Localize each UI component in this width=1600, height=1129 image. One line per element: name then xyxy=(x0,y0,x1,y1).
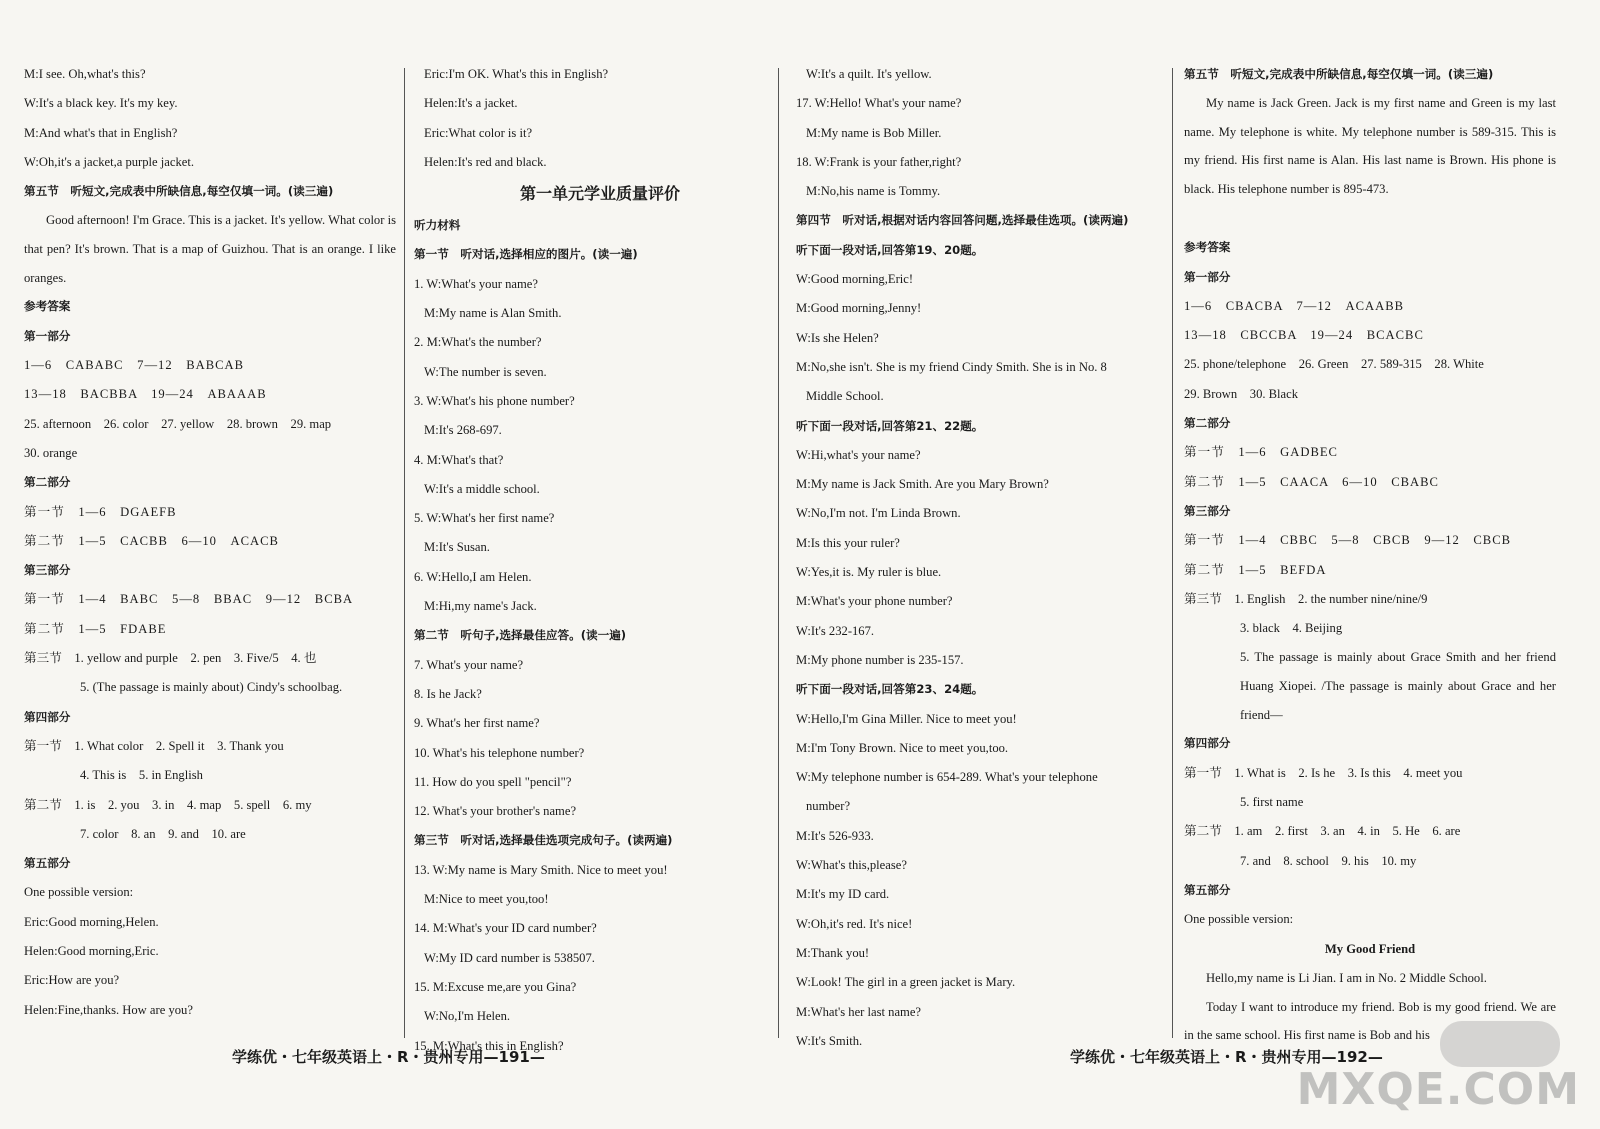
watermark-text: MXQE.COM xyxy=(1296,1064,1580,1115)
dialogue-line: M:It's 268-697. xyxy=(424,423,502,438)
answer-line: 25. phone/telephone 26. Green 27. 589-315 28. White xyxy=(1184,357,1484,372)
dialogue-line: number? xyxy=(806,799,851,814)
part-heading: 第三部分 xyxy=(1184,503,1231,518)
answer-line: 第二节 1—5 BEFDA xyxy=(1184,562,1327,577)
dialogue-line: 18. W:Frank is your father,right? xyxy=(796,154,962,169)
dialogue-line: M:Good morning,Jenny! xyxy=(796,301,922,316)
dialogue-line: M:My name is Bob Miller. xyxy=(806,125,942,140)
answer-line: 5. (The passage is mainly about) Cindy's schoolbag. xyxy=(80,680,343,695)
question-line: 12. What's your brother's name? xyxy=(414,804,577,819)
dialogue-line: W:Hello,I'm Gina Miller. Nice to meet you! xyxy=(796,711,1017,726)
section-heading: 第五节 听短文,完成表中所缺信息,每空仅填一词。(读三遍) xyxy=(24,184,334,199)
answer-line: 30. orange xyxy=(24,445,78,460)
part-heading: 第二部分 xyxy=(1184,416,1231,431)
dialogue-line: M:Nice to meet you,too! xyxy=(424,892,549,907)
dialogue-line: W:My ID card number is 538507. xyxy=(424,950,595,965)
column-2 xyxy=(414,60,786,1061)
answer-line: 25. afternoon 26. color 27. yellow 28. brown 29. map xyxy=(24,416,332,431)
answer-line: 第一节 1—6 DGAEFB xyxy=(24,504,177,519)
answers-heading: 参考答案 xyxy=(24,299,71,314)
dialogue-line: M:Thank you! xyxy=(796,945,870,960)
dialogue-line: W:My telephone number is 654-289. What's your telephone xyxy=(796,770,1098,785)
dialogue-line: Eric:I'm OK. What's this in English? xyxy=(424,67,609,81)
answer-line: 第二节 1. am 2. first 3. an 4. in 5. He 6. are xyxy=(1184,824,1461,839)
dialogue-line: W:Oh,it's a jacket,a purple jacket. xyxy=(24,154,194,169)
dialogue-line: 14. M:What's your ID card number? xyxy=(414,921,597,936)
answer-line: 第一节 1—4 CBBC 5—8 CBCB 9—12 CBCB xyxy=(1184,533,1512,548)
question-line: 8. Is he Jack? xyxy=(414,686,482,701)
dialogue-line: 17. W:Hello! What's your name? xyxy=(796,96,962,111)
dialogue-line: M:My name is Jack Smith. Are you Mary Brown? xyxy=(796,477,1049,492)
question-line: 10. What's his telephone number? xyxy=(414,745,585,760)
dialogue-line: 15. M:What's this in English? xyxy=(414,1038,564,1053)
dialogue-line: W:It's 232-167. xyxy=(796,623,875,638)
dialogue-line: Helen:Fine,thanks. How are you? xyxy=(24,1002,193,1017)
passage-text: My name is Jack Green. Jack is my first name and Green is my last name. My telephone is white. My telephone number is 589-315. This is my friend. His first name is Alan. His last name is Brown. His phone is black. His telephone number is 895-473. xyxy=(1184,96,1556,197)
dialogue-line: 15. M:Excuse me,are you Gina? xyxy=(414,979,577,994)
answer-line: 第一节 1—6 GADBEC xyxy=(1184,445,1338,460)
part-heading: 第一部分 xyxy=(1184,269,1231,284)
essay-text: Hello,my name is Li Jian. I am in No. 2 Middle School. xyxy=(1206,970,1487,985)
dialogue-line: W:What's this,please? xyxy=(796,858,907,873)
dialogue-line: W:Good morning,Eric! xyxy=(796,272,914,287)
dialogue-line: W:It's Smith. xyxy=(796,1033,863,1048)
answer-line: One possible version: xyxy=(1184,912,1294,927)
answer-line: 13—18 BACBBA 19—24 ABAAAB xyxy=(24,387,267,402)
instruction-line: 听下面一段对话,回答第19、20题。 xyxy=(796,242,984,257)
dialogue-line: Eric:How are you? xyxy=(24,973,120,988)
dialogue-line: W:Yes,it is. My ruler is blue. xyxy=(796,565,942,580)
dialogue-line: W:It's a black key. It's my key. xyxy=(24,96,178,111)
dialogue-line: M:What's her last name? xyxy=(796,1004,922,1019)
answer-line: 第三节 1. yellow and purple 2. pen 3. Five/5 4. 也 xyxy=(24,651,317,666)
dialogue-line: 2. M:What's the number? xyxy=(414,335,542,350)
question-line: 9. What's her first name? xyxy=(414,716,540,731)
answer-line: 4. This is 5. in English xyxy=(80,768,203,783)
answer-line: One possible version: xyxy=(24,885,134,900)
answer-line: 第二节 1—5 FDABE xyxy=(24,621,167,636)
part-heading: 第四部分 xyxy=(24,709,71,724)
section-heading: 第三节 听对话,选择最佳选项完成句子。(读两遍) xyxy=(414,833,673,848)
answer-line: 第一节 1. What is 2. Is he 3. Is this 4. meet you xyxy=(1184,765,1463,780)
dialogue-line: 4. M:What's that? xyxy=(414,452,504,467)
answer-line: 5. first name xyxy=(1240,795,1304,810)
dialogue-line: Eric:Good morning,Helen. xyxy=(24,914,159,929)
dialogue-line: M:I see. Oh,what's this? xyxy=(24,67,146,81)
question-line: 11. How do you spell "pencil"? xyxy=(414,774,572,789)
part-heading: 第一部分 xyxy=(24,328,71,343)
answers-heading: 参考答案 xyxy=(1184,240,1231,255)
essay-text: Today I want to introduce my friend. Bob is my good friend. We are in the same school. His first name is Bob and his xyxy=(1184,999,1556,1043)
passage-text: Good afternoon! I'm Grace. This is a jacket. It's yellow. What color is that pen? It's brown. That is a map of Guizhou. That is an orange. I like oranges. xyxy=(24,213,396,285)
answer-line: 7. color 8. an 9. and 10. are xyxy=(80,826,246,841)
answer-line: 第三节 1. English 2. the number nine/nine/9 xyxy=(1184,591,1428,606)
dialogue-line: M:No,she isn't. She is my friend Cindy Smith. She is in No. 8 xyxy=(796,359,1107,374)
dialogue-line: W:It's a quilt. It's yellow. xyxy=(806,67,932,81)
unit-title: 第一单元学业质量评价 xyxy=(519,184,680,204)
part-heading: 第四部分 xyxy=(1184,736,1231,751)
page-footer-right: 学练优・七年级英语上・R・贵州专用—192— xyxy=(1070,1048,1383,1066)
dialogue-line: W:The number is seven. xyxy=(424,364,547,379)
answer-line: 第一节 1—4 BABC 5—8 BBAC 9—12 BCBA xyxy=(24,592,354,607)
column-3 xyxy=(796,60,1168,1056)
dialogue-line: M:No,his name is Tommy. xyxy=(806,184,941,199)
answer-line: 第二节 1—5 CACBB 6—10 ACACB xyxy=(24,533,279,548)
dialogue-line: 13. W:My name is Mary Smith. Nice to meet you! xyxy=(414,862,668,877)
dialogue-line: M:It's 526-933. xyxy=(796,828,874,843)
section-heading: 听力材料 xyxy=(414,218,461,233)
dialogue-line: M:Hi,my name's Jack. xyxy=(424,599,537,614)
answer-line: 29. Brown 30. Black xyxy=(1184,386,1299,401)
dialogue-line: M:My phone number is 235-157. xyxy=(796,652,964,667)
dialogue-line: 3. W:What's his phone number? xyxy=(414,393,575,408)
part-heading: 第三部分 xyxy=(24,563,71,578)
dialogue-line: W:It's a middle school. xyxy=(424,481,540,496)
dialogue-line: M:It's my ID card. xyxy=(796,887,890,902)
section-heading: 第一节 听对话,选择相应的图片。(读一遍) xyxy=(414,247,638,262)
dialogue-line: W:No,I'm Helen. xyxy=(424,1009,511,1024)
dialogue-line: M:My name is Alan Smith. xyxy=(424,306,562,321)
answer-line: 第二节 1—5 CAACA 6—10 CBABC xyxy=(1184,474,1439,489)
dialogue-line: Helen:It's a jacket. xyxy=(424,96,518,111)
section-heading: 第五节 听短文,完成表中所缺信息,每空仅填一词。(读三遍) xyxy=(1184,67,1494,81)
answer-line: 1—6 CBACBA 7—12 ACAABB xyxy=(1184,298,1405,313)
section-heading: 第四节 听对话,根据对话内容回答问题,选择最佳选项。(读两遍) xyxy=(796,213,1129,228)
dialogue-line: M:It's Susan. xyxy=(424,540,490,555)
answer-line: 7. and 8. school 9. his 10. my xyxy=(1240,853,1417,868)
dialogue-line: W:Is she Helen? xyxy=(796,330,879,345)
answer-line: 13—18 CBCCBA 19—24 BCACBC xyxy=(1184,328,1424,343)
dialogue-line: Middle School. xyxy=(806,389,884,404)
section-heading: 第二节 听句子,选择最佳应答。(读一遍) xyxy=(414,628,627,643)
dialogue-line: 1. W:What's your name? xyxy=(414,276,538,291)
dialogue-line: M:I'm Tony Brown. Nice to meet you,too. xyxy=(796,740,1009,755)
page-footer-left: 学练优・七年级英语上・R・贵州专用—191— xyxy=(232,1048,545,1066)
dialogue-line: Helen:Good morning,Eric. xyxy=(24,944,159,959)
column-4 xyxy=(1184,60,1556,1051)
answer-line: 5. The passage is mainly about Grace Smith and her friend Huang Xiopei. /The passage is mainly about Grace and her friend— xyxy=(1240,650,1556,722)
part-heading: 第五部分 xyxy=(24,856,71,871)
watermark-logo xyxy=(1440,1021,1560,1067)
column-1 xyxy=(24,60,396,1025)
dialogue-line: Helen:It's red and black. xyxy=(424,154,547,169)
essay-title: My Good Friend xyxy=(1324,941,1416,956)
answer-line: 第一节 1. What color 2. Spell it 3. Thank you xyxy=(24,738,284,753)
dialogue-line: W:Look! The girl in a green jacket is Mary. xyxy=(796,975,1016,990)
column-divider xyxy=(1172,68,1173,1038)
instruction-line: 听下面一段对话,回答第21、22题。 xyxy=(796,418,984,433)
instruction-line: 听下面一段对话,回答第23、24题。 xyxy=(796,682,984,697)
dialogue-line: Eric:What color is it? xyxy=(424,125,533,140)
dialogue-line: M:Is this your ruler? xyxy=(796,535,900,550)
dialogue-line: W:Oh,it's red. It's nice! xyxy=(796,916,913,931)
dialogue-line: W:Hi,what's your name? xyxy=(796,447,921,462)
answer-line: 第二节 1. is 2. you 3. in 4. map 5. spell 6. my xyxy=(24,797,312,812)
part-heading: 第二部分 xyxy=(24,475,71,490)
part-heading: 第五部分 xyxy=(1184,882,1231,897)
dialogue-line: 6. W:Hello,I am Helen. xyxy=(414,569,532,584)
answer-line: 3. black 4. Beijing xyxy=(1240,621,1343,636)
dialogue-line: M:And what's that in English? xyxy=(24,125,178,140)
answer-line: 1—6 CABABC 7—12 BABCAB xyxy=(24,358,245,373)
question-line: 7. What's your name? xyxy=(414,657,524,672)
column-divider xyxy=(404,68,405,1038)
dialogue-line: 5. W:What's her first name? xyxy=(414,511,555,526)
dialogue-line: W:No,I'm not. I'm Linda Brown. xyxy=(796,506,961,521)
dialogue-line: M:What's your phone number? xyxy=(796,594,953,609)
page-divider xyxy=(778,68,779,1038)
